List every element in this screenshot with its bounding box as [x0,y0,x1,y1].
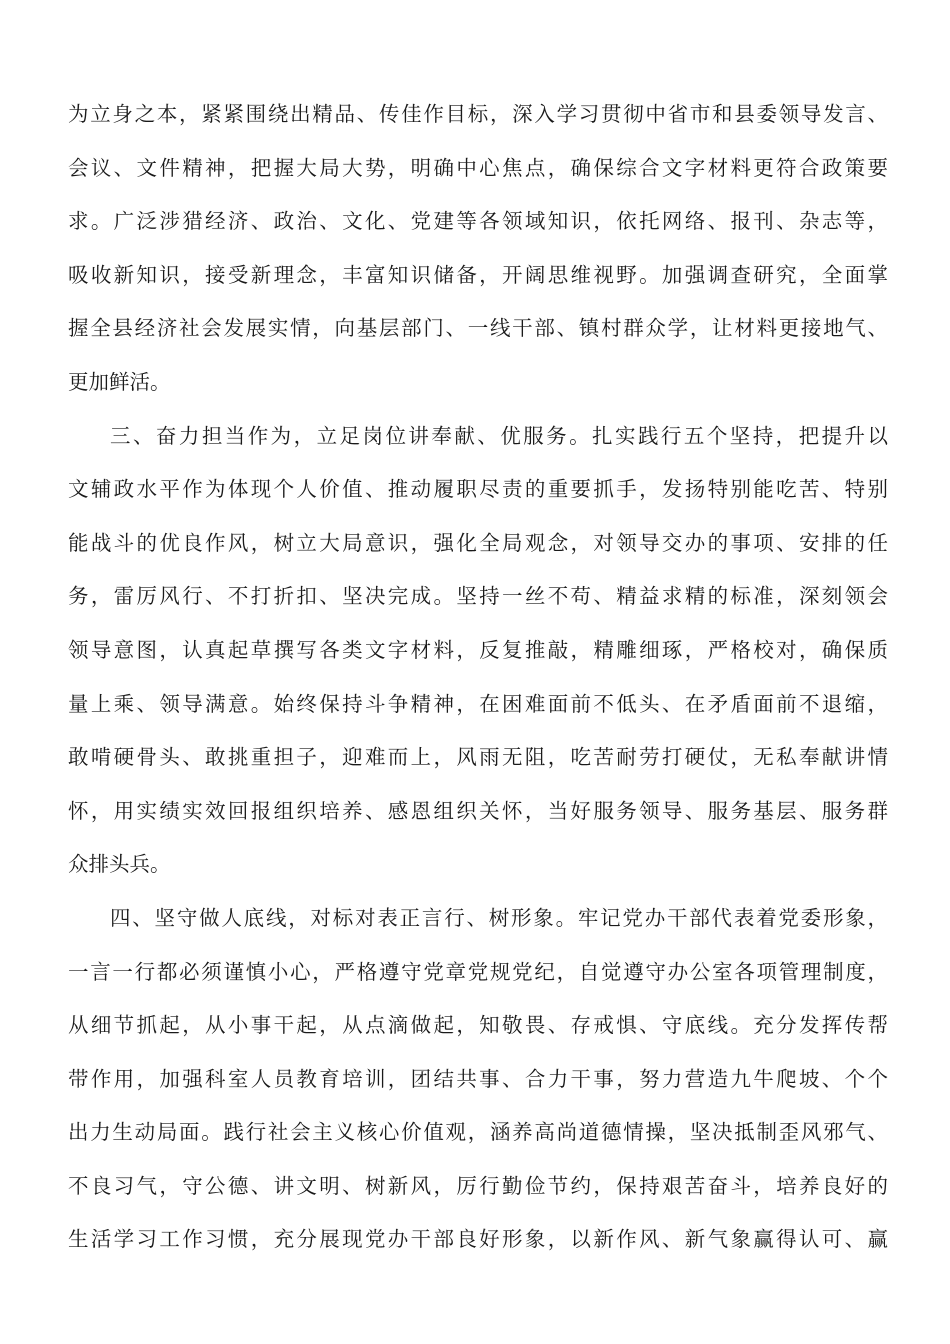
text-line: 为立身之本，紧紧围绕出精品、传佳作目标，深入学习贯彻中省市和县委领导发言、 [68,102,888,126]
text-line: 务，雷厉风行、不打折扣、坚决完成。坚持一丝不苟、精益求精的标准，深刻领会 [68,584,888,609]
text-line: 众排头兵。 [68,852,171,877]
paragraph-continued [68,88,888,410]
text-line: 领导意图，认真起草撰写各类文字材料，反复推敲，精雕细琢，严格校对，确保质 [68,637,888,662]
text-line: 更加鲜活。 [68,369,171,394]
text-line: 生活学习工作习惯，充分展现党办干部良好形象，以新作风、新气象赢得认可、赢 [68,1227,888,1252]
text-line: 不良习气，守公德、讲文明、树新风，厉行勤俭节约，保持艰苦奋斗，培养良好的 [68,1173,888,1198]
text-line: 一言一行都必须谨慎小心，严格遵守党章党规党纪，自觉遵守办公室各项管理制度， [68,959,888,984]
text-line: 求。广泛涉猎经济、政治、文化、党建等各领域知识，依托网络、报刊、杂志等， [68,209,888,234]
text-line: 握全县经济社会发展实情，向基层部门、一线干部、镇村群众学，让材料更接地气、 [68,316,888,341]
body-text [68,88,888,1267]
text-line: 会议、文件精神，把握大局大势，明确中心焦点，确保综合文字材料更符合政策要 [68,155,888,180]
text-line: 出力生动局面。践行社会主义核心价值观，涵养高尚道德情操，坚决抵制歪风邪气、 [68,1120,888,1145]
text-line: 量上乘、领导满意。始终保持斗争精神，在困难面前不低头、在矛盾面前不退缩， [68,691,888,716]
text-line: 敢啃硬骨头、敢挑重担子，迎难而上，风雨无阻，吃苦耐劳打硬仗，无私奉献讲情 [68,745,888,770]
text-line: 能战斗的优良作风，树立大局意识，强化全局观念，对领导交办的事项、安排的任 [68,530,888,555]
paragraph-section-three [68,410,888,892]
text-line: 四、坚守做人底线，对标对表正言行、树形象。牢记党办干部代表着党委形象， [110,905,888,930]
text-line: 吸收新知识，接受新理念，丰富知识储备，开阔思维视野。加强调查研究，全面掌 [68,262,888,287]
text-line: 带作用，加强科室人员教育培训，团结共事、合力干事，努力营造九牛爬坡、个个 [68,1066,888,1091]
text-line: 怀，用实绩实效回报组织培养、感恩组织关怀，当好服务领导、服务基层、服务群 [68,798,888,823]
text-line: 从细节抓起，从小事干起，从点滴做起，知敬畏、存戒惧、守底线。充分发挥传帮 [68,1013,888,1038]
text-line: 文辅政水平作为体现个人价值、推动履职尽责的重要抓手，发扬特别能吃苦、特别 [68,477,888,502]
paragraph-section-four [68,892,888,1267]
text-line: 三、奋力担当作为，立足岗位讲奉献、优服务。扎实践行五个坚持，把提升以 [110,423,888,448]
